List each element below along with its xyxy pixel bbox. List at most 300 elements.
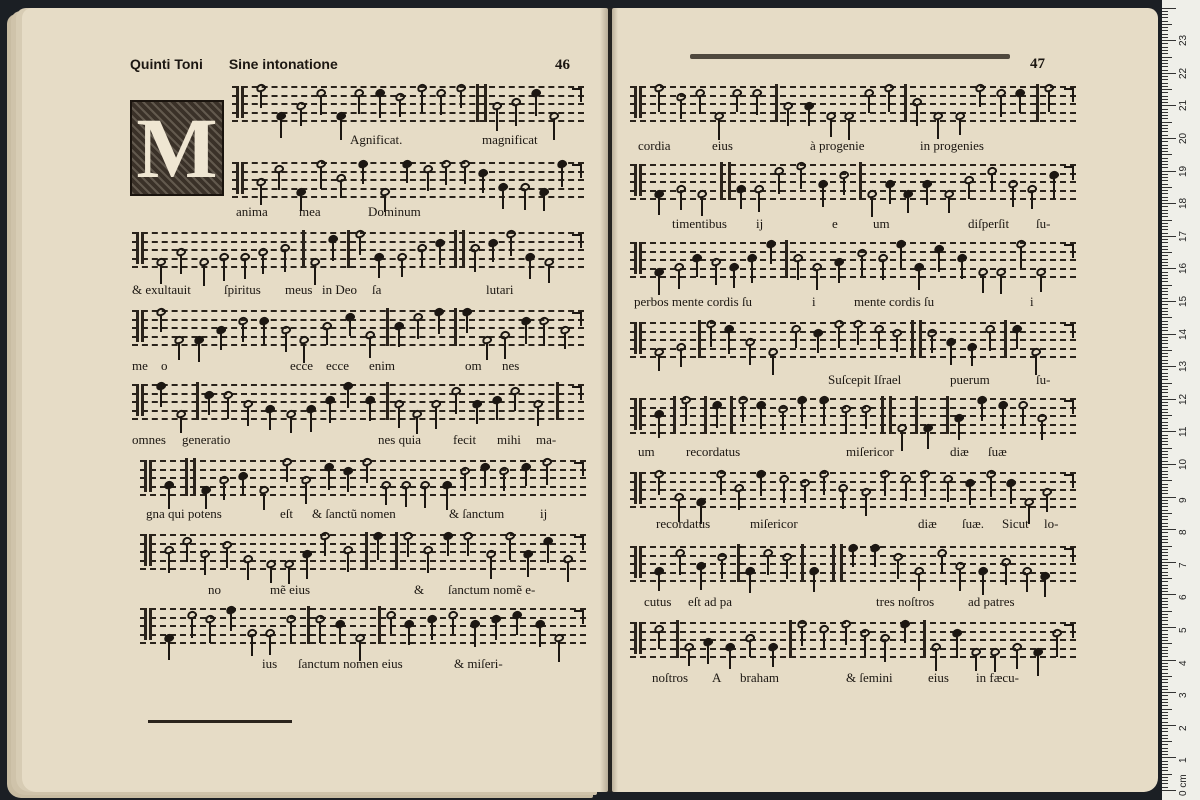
note-stem bbox=[991, 174, 993, 191]
custos-mark bbox=[572, 312, 582, 326]
ruler-tick bbox=[1162, 115, 1168, 116]
ruler-tick bbox=[1162, 53, 1168, 54]
ruler-tick bbox=[1162, 787, 1168, 788]
staff-line bbox=[232, 196, 584, 198]
note-stem bbox=[786, 560, 788, 579]
note-stem bbox=[896, 336, 898, 352]
ruler-tick bbox=[1162, 27, 1168, 28]
note-stem bbox=[1000, 96, 1002, 118]
ruler-tick bbox=[1162, 376, 1168, 377]
ruler-tick bbox=[1162, 86, 1168, 87]
note-stem bbox=[990, 477, 992, 497]
note-stem bbox=[326, 329, 328, 346]
staff-line bbox=[232, 120, 584, 122]
ruler-tick bbox=[1162, 500, 1168, 501]
lyric-syllable: recordatus bbox=[686, 444, 741, 459]
staff-line bbox=[132, 410, 584, 412]
note-stem bbox=[379, 96, 381, 118]
note-stem bbox=[503, 474, 505, 491]
staff-line bbox=[630, 415, 1076, 417]
note-stem bbox=[319, 622, 321, 643]
note-stem bbox=[504, 338, 506, 359]
lyric-syllable: eius bbox=[712, 138, 733, 153]
lyric-syllable: recordatus bbox=[656, 516, 711, 531]
bar-line bbox=[919, 320, 922, 358]
ruler-tick bbox=[1162, 751, 1168, 752]
staff-line bbox=[232, 103, 584, 105]
ruler-tick bbox=[1162, 298, 1168, 299]
note-stem bbox=[223, 260, 225, 281]
ruler-tick bbox=[1162, 555, 1168, 556]
ruler-tick bbox=[1162, 581, 1168, 582]
bar-line bbox=[704, 396, 707, 434]
ruler-tick bbox=[1162, 92, 1168, 93]
ruler-tick bbox=[1162, 451, 1168, 452]
note-stem bbox=[290, 622, 292, 642]
ruler-tick bbox=[1162, 669, 1168, 670]
rubric-title: Sine intonatione bbox=[228, 56, 338, 72]
bar-line bbox=[737, 544, 740, 582]
note-stem bbox=[845, 412, 847, 434]
ruler-number: 2 bbox=[1178, 725, 1189, 731]
note-stem bbox=[736, 96, 738, 113]
note-stem bbox=[888, 91, 890, 112]
bar-line bbox=[832, 544, 835, 582]
note-stem bbox=[306, 557, 308, 579]
note-stem bbox=[247, 562, 249, 580]
lyric-syllable: & miſeri- bbox=[454, 656, 503, 671]
right-staff-6 bbox=[630, 468, 1076, 510]
ruler-tick bbox=[1162, 255, 1168, 256]
note-stem bbox=[1056, 636, 1058, 656]
note-stem bbox=[269, 412, 271, 430]
custos-mark bbox=[572, 234, 582, 248]
lyric-syllable: cutus bbox=[644, 594, 672, 609]
note-stem bbox=[435, 407, 437, 428]
right-lyric-line-6 bbox=[0, 516, 1160, 534]
lyric-syllable: & ſanctum bbox=[449, 506, 505, 521]
ruler-tick bbox=[1162, 650, 1168, 651]
note-stem bbox=[547, 544, 549, 563]
ruler-tick bbox=[1162, 663, 1168, 664]
note-stem bbox=[564, 333, 566, 349]
note-stem bbox=[496, 403, 498, 420]
ruler-number: 11 bbox=[1178, 427, 1189, 438]
ruler-tick bbox=[1162, 461, 1168, 462]
ruler-tick bbox=[1162, 109, 1168, 110]
lyric-syllable: generatio bbox=[182, 432, 231, 447]
note-stem bbox=[347, 553, 349, 572]
lyric-syllable: me bbox=[132, 358, 148, 373]
note-stem bbox=[924, 477, 926, 497]
right-lyric-line-5 bbox=[0, 444, 1160, 462]
lyric-syllable: puerum bbox=[950, 372, 990, 387]
ruler-tick bbox=[1162, 647, 1168, 648]
ruler-tick bbox=[1162, 565, 1168, 566]
lyric-syllable: um bbox=[873, 216, 890, 231]
ruler-tick bbox=[1162, 37, 1168, 38]
staff-line bbox=[630, 120, 1076, 122]
ruler-tick bbox=[1162, 99, 1168, 100]
bar-line bbox=[915, 396, 918, 434]
note-stem bbox=[467, 539, 469, 556]
note-stem bbox=[385, 488, 387, 505]
ruler-tick bbox=[1162, 96, 1168, 97]
ruler-tick bbox=[1162, 617, 1168, 618]
note-stem bbox=[320, 96, 322, 115]
staff-line bbox=[630, 198, 1076, 200]
ruler-tick bbox=[1162, 167, 1168, 168]
note-stem bbox=[474, 251, 476, 272]
note-stem bbox=[941, 556, 943, 574]
ruler-tick bbox=[1162, 783, 1168, 784]
lyric-syllable: eſt ad pa bbox=[688, 594, 733, 609]
staff-line bbox=[132, 241, 584, 243]
ruler-tick bbox=[1162, 311, 1168, 312]
ruler-tick bbox=[1162, 774, 1172, 775]
note-stem bbox=[427, 172, 429, 191]
ruler-tick bbox=[1162, 223, 1168, 224]
ruler-tick bbox=[1162, 66, 1168, 67]
ruler-tick bbox=[1162, 43, 1168, 44]
note-stem bbox=[242, 479, 244, 495]
note-stem bbox=[884, 477, 886, 496]
note-stem bbox=[440, 96, 442, 116]
note-stem bbox=[191, 618, 193, 639]
clef-mark bbox=[236, 162, 244, 194]
note-stem bbox=[406, 167, 408, 183]
note-stem bbox=[710, 327, 712, 347]
ruler-number: 14 bbox=[1178, 328, 1189, 340]
bar-line bbox=[386, 308, 389, 346]
staff-line bbox=[232, 171, 584, 173]
ruler-tick bbox=[1162, 559, 1168, 560]
ruler-tick bbox=[1162, 464, 1176, 465]
note-stem bbox=[401, 260, 403, 277]
note-stem bbox=[510, 237, 512, 256]
note-stem bbox=[263, 324, 265, 345]
note-stem bbox=[874, 551, 876, 567]
ruler-tick bbox=[1162, 562, 1176, 563]
note-stem bbox=[160, 265, 162, 284]
note-stem bbox=[543, 324, 545, 346]
ruler-tick bbox=[1162, 634, 1168, 635]
ruler-tick bbox=[1162, 441, 1168, 442]
lyric-syllable: ſanctum nomẽ e- bbox=[448, 582, 536, 597]
staff-line bbox=[630, 407, 1076, 409]
left-staff-2 bbox=[232, 158, 584, 200]
note-stem bbox=[251, 636, 253, 656]
custos-mark bbox=[1064, 166, 1074, 180]
note-stem bbox=[720, 477, 722, 495]
ruler-tick bbox=[1162, 601, 1168, 602]
ruler-tick bbox=[1162, 327, 1168, 328]
staff-line bbox=[132, 266, 584, 268]
ruler-tick bbox=[1162, 431, 1176, 432]
note-stem bbox=[168, 553, 170, 573]
ruler-tick bbox=[1162, 761, 1168, 762]
ruler-tick bbox=[1162, 83, 1168, 84]
ruler-tick bbox=[1162, 246, 1168, 247]
ruler-tick bbox=[1162, 262, 1168, 263]
ruler-number: 5 bbox=[1178, 627, 1189, 633]
ruler-tick bbox=[1162, 40, 1176, 41]
note-stem bbox=[439, 246, 441, 265]
note-stem bbox=[180, 417, 182, 434]
note-stem bbox=[445, 167, 447, 185]
custos-mark bbox=[1064, 400, 1074, 414]
note-stem bbox=[328, 470, 330, 490]
staff-line bbox=[630, 103, 1076, 105]
clef-mark bbox=[136, 232, 144, 264]
staff-line bbox=[140, 625, 586, 627]
ruler-tick bbox=[1162, 285, 1172, 286]
right-lyric-line-3 bbox=[0, 294, 1160, 312]
staff-line bbox=[630, 164, 1076, 166]
left-staff-3 bbox=[132, 228, 584, 270]
ruler-tick bbox=[1162, 347, 1168, 348]
staff-line bbox=[232, 179, 584, 181]
clef-mark bbox=[634, 242, 642, 274]
bar-line bbox=[185, 458, 188, 496]
clef-mark bbox=[634, 322, 642, 354]
ruler-number: 0 cm bbox=[1178, 774, 1189, 796]
ruler-tick bbox=[1162, 731, 1168, 732]
note-stem bbox=[527, 557, 529, 577]
ruler-tick bbox=[1162, 705, 1168, 706]
ruler-tick bbox=[1162, 177, 1168, 178]
ruler-tick bbox=[1162, 360, 1168, 361]
staff-line bbox=[232, 188, 584, 190]
left-page-header bbox=[130, 56, 570, 78]
ruler-tick bbox=[1162, 259, 1168, 260]
ruler-tick bbox=[1162, 493, 1168, 494]
note-stem bbox=[800, 169, 802, 189]
ruler-number: 13 bbox=[1178, 361, 1189, 373]
ruler-tick bbox=[1162, 200, 1168, 201]
ruler-tick bbox=[1162, 666, 1168, 667]
bar-line bbox=[395, 532, 398, 570]
lyric-syllable: ſpiritus bbox=[224, 282, 261, 297]
custos-mark bbox=[574, 536, 584, 550]
ruler-tick bbox=[1162, 686, 1168, 687]
note-stem bbox=[658, 632, 660, 649]
right-lyric-line-2 bbox=[0, 216, 1160, 234]
ruler-tick bbox=[1162, 389, 1168, 390]
ruler-tick bbox=[1162, 145, 1168, 146]
ruler-tick bbox=[1162, 60, 1168, 61]
ruler-tick bbox=[1162, 542, 1168, 543]
ruler-tick bbox=[1162, 444, 1168, 445]
ruler-number: 21 bbox=[1178, 100, 1189, 112]
bar-line bbox=[911, 320, 914, 358]
ruler-tick bbox=[1162, 252, 1172, 253]
ruler-tick bbox=[1162, 695, 1168, 696]
note-stem bbox=[209, 622, 211, 643]
note-stem bbox=[369, 403, 371, 422]
note-stem bbox=[1022, 408, 1024, 426]
ruler-tick bbox=[1162, 220, 1172, 221]
ruler-tick bbox=[1162, 30, 1168, 31]
staff-line bbox=[132, 249, 584, 251]
note-stem bbox=[305, 483, 307, 504]
ruler-tick bbox=[1162, 141, 1168, 142]
note-stem bbox=[208, 398, 210, 415]
lyric-syllable: omnes bbox=[132, 432, 166, 447]
lyric-syllable: i bbox=[1030, 294, 1034, 309]
lyric-syllable: ecce bbox=[290, 358, 314, 373]
note-stem bbox=[989, 332, 991, 351]
bottom-rule-left bbox=[148, 720, 292, 723]
lyric-syllable: eſt bbox=[280, 506, 293, 521]
note-stem bbox=[347, 474, 349, 491]
staff-line bbox=[630, 173, 1076, 175]
note-stem bbox=[823, 477, 825, 495]
clef-mark bbox=[144, 534, 152, 566]
bar-line bbox=[1004, 320, 1007, 358]
ruler-number: 8 bbox=[1178, 529, 1189, 536]
lyric-syllable: ſuæ bbox=[988, 444, 1007, 459]
right-page-header bbox=[1030, 56, 1090, 78]
bar-line bbox=[923, 620, 926, 658]
ruler-tick bbox=[1162, 233, 1168, 234]
ruler-tick bbox=[1162, 585, 1168, 586]
note-stem bbox=[262, 255, 264, 273]
ruler-tick bbox=[1162, 409, 1168, 410]
ruler-tick bbox=[1162, 529, 1176, 530]
clef-mark bbox=[634, 622, 642, 654]
ruler-tick bbox=[1162, 291, 1168, 292]
bar-line bbox=[728, 162, 731, 200]
staff-line bbox=[140, 568, 586, 570]
ruler-tick bbox=[1162, 135, 1168, 136]
ruler-tick bbox=[1162, 764, 1168, 765]
ruler-tick bbox=[1162, 203, 1176, 204]
ruler-tick bbox=[1162, 125, 1168, 126]
note-stem bbox=[278, 172, 280, 190]
ruler-tick bbox=[1162, 314, 1168, 315]
bar-line bbox=[454, 308, 457, 346]
ruler-tick bbox=[1162, 184, 1168, 185]
ruler-number: 12 bbox=[1178, 393, 1189, 405]
custos-mark bbox=[1064, 324, 1074, 338]
custos-mark bbox=[1064, 624, 1074, 638]
ruler-tick bbox=[1162, 70, 1168, 71]
staff-line bbox=[630, 424, 1076, 426]
lyric-syllable: ad patres bbox=[968, 594, 1015, 609]
note-stem bbox=[320, 167, 322, 189]
lyric-syllable: Agnificat. bbox=[350, 132, 403, 147]
lyric-syllable: um bbox=[638, 444, 655, 459]
bar-line bbox=[904, 84, 907, 122]
ruler-tick bbox=[1162, 673, 1168, 674]
note-stem bbox=[721, 560, 723, 579]
note-stem bbox=[760, 477, 762, 496]
note-stem bbox=[398, 407, 400, 428]
note-stem bbox=[358, 96, 360, 115]
ruler-tick bbox=[1162, 516, 1168, 517]
note-stem bbox=[378, 260, 380, 278]
note-stem bbox=[1002, 408, 1004, 429]
ruler-tick bbox=[1162, 770, 1168, 771]
ruler-tick bbox=[1162, 418, 1168, 419]
ruler-tick bbox=[1162, 308, 1168, 309]
ruler-tick bbox=[1162, 549, 1168, 550]
lyric-syllable: ius bbox=[262, 656, 278, 671]
ruler-tick bbox=[1162, 506, 1168, 507]
ruler-tick bbox=[1162, 480, 1172, 481]
note-stem bbox=[186, 544, 188, 563]
ruler-tick bbox=[1162, 14, 1168, 15]
ruler-tick bbox=[1162, 715, 1168, 716]
lyric-syllable: ſuæ. bbox=[962, 516, 985, 531]
note-stem bbox=[359, 237, 361, 255]
right-lyric-line-7 bbox=[0, 594, 1160, 612]
note-stem bbox=[390, 618, 392, 635]
note-stem bbox=[160, 389, 162, 407]
note-stem bbox=[680, 100, 682, 119]
lyric-syllable: ma- bbox=[536, 432, 557, 447]
note-stem bbox=[244, 260, 246, 279]
ruler-tick bbox=[1162, 438, 1168, 439]
bar-line bbox=[801, 544, 804, 582]
note-stem bbox=[838, 265, 840, 282]
note-stem bbox=[845, 627, 847, 645]
bar-line bbox=[462, 230, 465, 268]
ruler-tick bbox=[1162, 210, 1168, 211]
ruler-tick bbox=[1162, 604, 1168, 605]
note-stem bbox=[514, 394, 516, 411]
ruler-tick bbox=[1162, 73, 1176, 74]
ruler-tick bbox=[1162, 180, 1168, 181]
bar-line bbox=[730, 396, 733, 434]
bar-line bbox=[698, 320, 701, 358]
ruler-tick bbox=[1162, 660, 1176, 661]
bar-line bbox=[365, 532, 368, 570]
note-stem bbox=[567, 562, 569, 582]
note-stem bbox=[749, 641, 751, 657]
ruler-tick bbox=[1162, 216, 1168, 217]
ruler-tick bbox=[1162, 503, 1168, 504]
note-stem bbox=[286, 465, 288, 482]
note-stem bbox=[868, 96, 870, 113]
ruler-tick bbox=[1162, 148, 1168, 149]
ruler-tick bbox=[1162, 702, 1168, 703]
ruler-tick bbox=[1162, 158, 1168, 159]
ruler-tick bbox=[1162, 304, 1168, 305]
note-stem bbox=[496, 109, 498, 131]
left-staff-6 bbox=[140, 456, 586, 498]
note-stem bbox=[823, 403, 825, 424]
note-stem bbox=[767, 556, 769, 576]
note-stem bbox=[509, 539, 511, 560]
ruler-tick bbox=[1162, 118, 1168, 119]
ruler-tick bbox=[1162, 324, 1168, 325]
bar-line bbox=[775, 84, 778, 122]
lyric-syllable: in progenies bbox=[920, 138, 984, 153]
custos-mark bbox=[1064, 88, 1074, 102]
note-stem bbox=[795, 332, 797, 349]
ruler-tick bbox=[1162, 24, 1172, 25]
lyric-syllable: lo- bbox=[1044, 516, 1059, 531]
ruler-tick bbox=[1162, 154, 1172, 155]
staff-line bbox=[232, 86, 584, 88]
note-stem bbox=[696, 261, 698, 277]
ruler-tick bbox=[1162, 454, 1168, 455]
ruler-tick bbox=[1162, 643, 1172, 644]
note-stem bbox=[658, 477, 660, 495]
note-stem bbox=[778, 174, 780, 195]
